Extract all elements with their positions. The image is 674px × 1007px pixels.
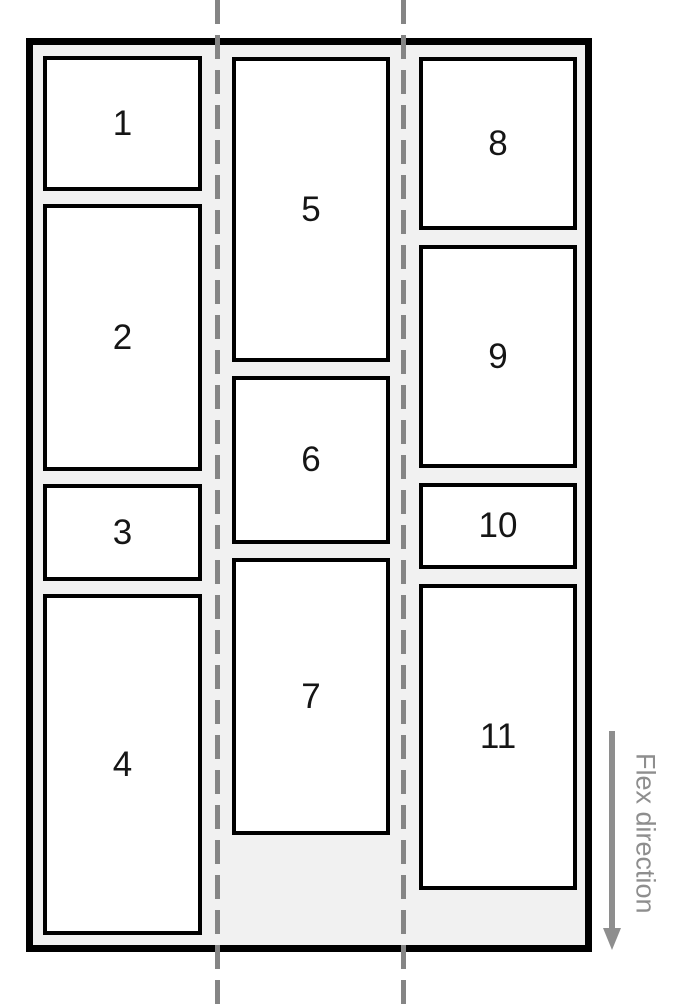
flex-item-3: 3	[43, 484, 202, 581]
flex-item-10: 10	[419, 483, 577, 569]
flex-item-4: 4	[43, 594, 202, 935]
flex-column-3	[419, 57, 577, 890]
flex-item-6: 6	[232, 376, 390, 544]
flex-item-1: 1	[43, 56, 202, 191]
flex-column-2	[232, 57, 390, 835]
flex-item-8: 8	[419, 57, 577, 230]
flex-item-11: 11	[419, 584, 577, 890]
wrap-guide-line-2	[401, 0, 406, 1007]
flex-container	[26, 38, 592, 952]
flex-item-5: 5	[232, 57, 390, 362]
flex-item-7: 7	[232, 558, 390, 835]
flex-item-9: 9	[419, 245, 577, 468]
flex-column-1	[43, 56, 202, 935]
wrap-guide-line-1	[215, 0, 220, 1007]
flex-direction-label: Flex direction	[630, 752, 661, 914]
flex-item-2: 2	[43, 204, 202, 471]
